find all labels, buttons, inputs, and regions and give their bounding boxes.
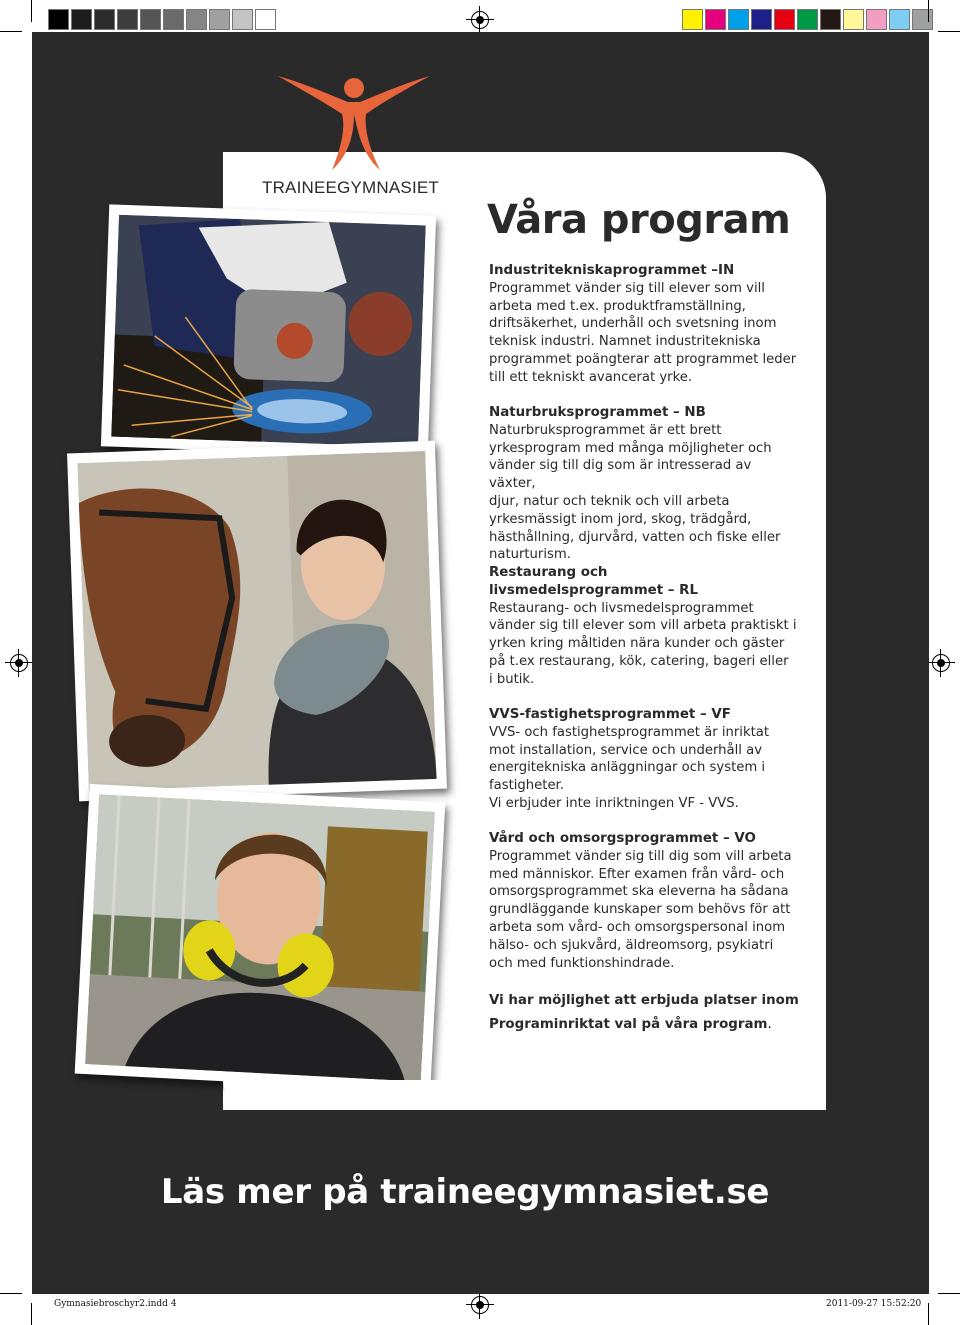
photo-angle-grinder <box>101 204 436 457</box>
registration-mark-icon <box>471 11 489 29</box>
program-description: Naturbruksprogrammet är ett brett yrkesprogram med många möjligheter och vänder sig till dig som är intresserad av växter, djur, natur och teknik och vill arbeta yrkesmässigt inom jord, skog, trädgård, hästhållning, djurvård, vatten och fiske eller naturturism. <box>489 422 781 563</box>
color-swatch <box>48 9 69 30</box>
color-swatch <box>866 9 887 30</box>
color-swatch <box>232 9 253 30</box>
brand-name: TRAINEEGYMNASIET <box>262 178 440 197</box>
crop-mark <box>938 1293 960 1294</box>
program-title: Vård och omsorgsprogrammet – VO <box>489 831 756 846</box>
color-swatch <box>797 9 818 30</box>
website-link[interactable]: Läs mer på traineegymnasiet.se <box>160 1172 770 1212</box>
program-description: Programmet vänder sig till dig som vill arbeta med människor. Efter examen från vård- och omsorgsprogrammet ska eleverna ha sådana grundläggande kunskaper som behövs för att arbeta som vård- och omsorgspersonal inom hälso- och sjukvård, äldreomsorg, psykiatri och med funktionshindrade. <box>489 848 792 971</box>
closing-statement <box>489 990 799 1036</box>
date-slug: 2011-09-27 15:52:20 <box>826 1299 922 1309</box>
registration-mark-icon <box>471 1296 489 1314</box>
color-swatch <box>682 9 703 30</box>
color-swatch <box>94 9 115 30</box>
photo-horse-and-student <box>67 441 447 802</box>
program-section <box>489 706 799 813</box>
color-swatch <box>209 9 230 30</box>
closing-line-1: Vi har möjlighet att erbjuda platser inom <box>489 993 799 1008</box>
color-swatch <box>912 9 933 30</box>
color-swatch <box>889 9 910 30</box>
page-title: Våra program <box>487 197 791 243</box>
color-swatch <box>255 9 276 30</box>
program-section <box>489 564 799 689</box>
program-section <box>489 262 799 387</box>
crop-mark <box>0 1293 22 1294</box>
program-section <box>489 830 799 972</box>
program-description: VVS- och fastighetsprogrammet är inriktat mot installation, service och underhåll av energitekniska anläggningar och system i fastigheter. Vi erbjuder inte inriktningen VF - VVS. <box>489 724 770 811</box>
closing-period: . <box>767 1017 772 1032</box>
program-title: VVS-fastighetsprogrammet – VF <box>489 707 731 722</box>
file-slug: Gymnasiebroschyr2.indd 4 <box>54 1299 177 1309</box>
registration-mark-icon <box>10 654 28 672</box>
crop-mark <box>928 0 929 22</box>
crop-mark <box>31 1303 32 1325</box>
crop-mark <box>31 0 32 22</box>
program-description: Restaurang- och livsmedelsprogrammet vänder sig till elever som vill arbeta praktiskt i yrken kring måltiden nära kunder och gäster på t.ex restaurang, kök, catering, bageri eller i butik. <box>489 600 797 687</box>
crop-mark <box>0 31 22 32</box>
program-title: Naturbruksprogrammet – NB <box>489 405 706 420</box>
program-title: Industritekniskaprogrammet –IN <box>489 263 735 278</box>
color-swatch <box>163 9 184 30</box>
traineegymnasiet-logo-icon <box>262 70 442 178</box>
crop-mark <box>938 31 960 32</box>
color-swatch <box>705 9 726 30</box>
color-bar-grayscale <box>48 9 278 30</box>
color-swatch <box>140 9 161 30</box>
color-bar-process <box>682 9 935 30</box>
closing-line-2: Programinriktat val på våra program <box>489 1017 768 1032</box>
color-swatch <box>843 9 864 30</box>
color-swatch <box>186 9 207 30</box>
color-swatch <box>71 9 92 30</box>
program-description: Programmet vänder sig till elever som vill arbeta med t.ex. produktframställning, driftsäkerhet, underhåll och svetsning inom teknisk industri. Namnet industritekniska programmet poängterar att programmet leder till ett tekniskt avancerat yrke. <box>489 280 797 385</box>
program-section <box>489 404 799 564</box>
card-bottom-edge <box>223 1080 443 1110</box>
program-title: Restaurang och livsmedelsprogrammet – RL <box>489 565 699 598</box>
color-swatch <box>820 9 841 30</box>
color-swatch <box>728 9 749 30</box>
photo-student-with-earmuffs <box>75 784 446 1092</box>
color-swatch <box>751 9 772 30</box>
registration-mark-icon <box>932 654 950 672</box>
color-swatch <box>774 9 795 30</box>
color-swatch <box>117 9 138 30</box>
crop-mark <box>928 1303 929 1325</box>
